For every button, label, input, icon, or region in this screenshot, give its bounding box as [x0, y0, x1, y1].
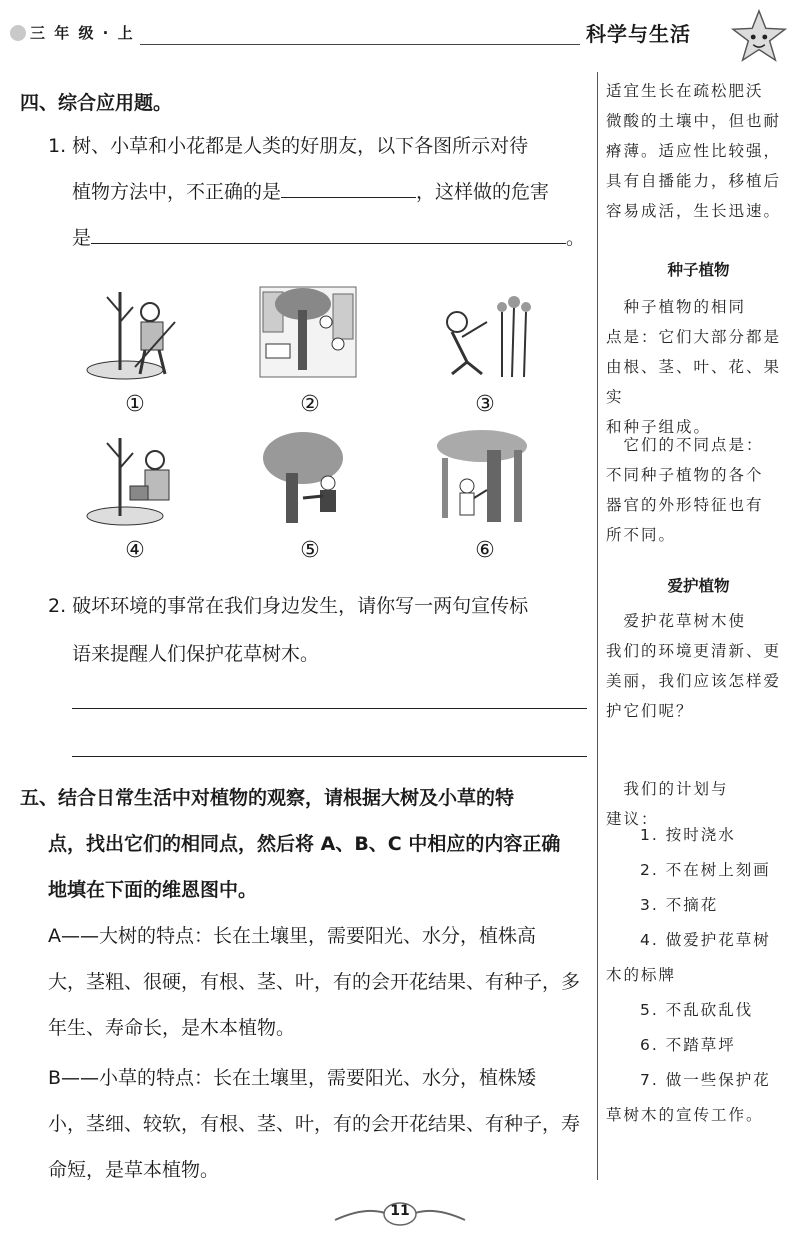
a-line2: 大，茎粗、很硬，有根、茎、叶，有的会开花结果、有种子，多	[48, 971, 581, 993]
illustration-cutting-tree	[258, 428, 358, 528]
illustration-picking-flowers	[432, 282, 532, 382]
book-title: 科学与生活	[586, 22, 691, 46]
page-number: 11	[390, 1203, 410, 1219]
sidebar-line: 所不同。	[606, 526, 677, 544]
sidebar-line: 不同种子植物的各个	[606, 466, 764, 484]
section5-line3: 地填在下面的维恩图中。	[48, 879, 258, 901]
sidebar-intro	[606, 76, 794, 226]
label-3: ③	[475, 392, 495, 417]
b-line2: 小，茎细、较软，有根、茎、叶，有的会开花结果、有种子，寿	[48, 1113, 581, 1135]
sidebar-seed-plants-diff	[606, 430, 794, 550]
plan-list-item: 3. 不摘花	[640, 896, 719, 914]
illustration-watering-tree	[85, 428, 185, 528]
plan-list-item: 7. 做一些保护花	[640, 1071, 771, 1089]
plan-list-item: 2. 不在树上刻画	[640, 861, 771, 879]
sidebar-plan-list	[606, 818, 794, 1133]
q1-line3	[72, 220, 592, 256]
a-line1: A——大树的特点：长在土壤里，需要阳光、水分，植株高	[48, 925, 536, 947]
grade-label	[10, 22, 135, 43]
q1-line2	[72, 174, 592, 210]
plan-list-item: 草树木的宣传工作。	[606, 1106, 764, 1124]
sidebar-line: 建议：	[606, 810, 659, 828]
sidebar-line: 我们的计划与	[606, 780, 729, 798]
sidebar-line: 护它们呢？	[606, 702, 694, 720]
sidebar-line: 我们的环境更清新、更	[606, 642, 782, 660]
sidebar-intro-line: 具有自播能力，移植后	[606, 172, 782, 190]
header-rule	[140, 44, 580, 45]
sidebar-line: 种子植物的相同	[606, 298, 747, 316]
sidebar-line: 器官的外形特征也有	[606, 496, 764, 514]
grade-text: 三 年 级 · 上	[30, 24, 135, 42]
sidebar-line: 它们的不同点是：	[606, 436, 764, 454]
q2-line1: 2. 破坏环境的事常在我们身边发生，请你写一两句宣传标	[48, 595, 529, 617]
section4-title: 四、综合应用题。	[20, 92, 173, 114]
sidebar-line: 点是：它们大部分都是	[606, 328, 782, 346]
q1-text-a: 植物方法中，不正确的是	[72, 181, 282, 203]
plan-list-item: 1. 按时浇水	[640, 826, 736, 844]
plan-list-item: 5. 不乱砍乱伐	[640, 1001, 754, 1019]
q1-answer-blank[interactable]	[281, 175, 416, 198]
q1-line1: 1. 树、小草和小花都是人类的好朋友，以下各图所示对待	[48, 135, 529, 157]
sidebar-heading-protect-plants: 爱护植物	[667, 577, 730, 595]
label-2: ②	[300, 392, 320, 417]
sidebar-seed-plants-same	[606, 292, 794, 442]
star-icon	[10, 25, 26, 41]
sidebar-intro-line: 微酸的土壤中，但也耐	[606, 112, 782, 130]
section5-line2: 点，找出它们的相同点，然后将 A、B、C 中相应的内容正确	[48, 833, 561, 855]
sidebar-protect-intro	[606, 606, 794, 726]
star-mascot-icon	[730, 8, 788, 66]
sidebar-line: 由根、茎、叶、花、果实	[606, 358, 782, 406]
sidebar-line: 美丽，我们应该怎样爱	[606, 672, 782, 690]
sidebar-intro-line: 适宜生长在疏松肥沃	[606, 82, 764, 100]
label-6: ⑥	[475, 538, 495, 563]
label-4: ④	[125, 538, 145, 563]
q1-text-c: 是	[72, 227, 92, 249]
a-line3: 年生、寿命长，是木本植物。	[48, 1017, 296, 1039]
q1-harm-blank[interactable]	[91, 221, 566, 244]
plan-list-item: 4. 做爱护花草树	[640, 931, 771, 949]
q1-text-b: ，这样做的危害	[416, 181, 550, 203]
illustration-tree-sign	[258, 282, 358, 382]
label-1: ①	[125, 392, 145, 417]
plan-list-item: 6. 不踏草坪	[640, 1036, 736, 1054]
illustration-planting-tree	[85, 282, 185, 382]
q2-answer-line-2[interactable]	[72, 756, 587, 757]
q2-answer-line-1[interactable]	[72, 708, 587, 709]
b-line3: 命短，是草本植物。	[48, 1159, 220, 1181]
sidebar-intro-line: 瘠薄。适应性比较强，	[606, 142, 782, 160]
illustration-carving-tree	[432, 428, 532, 528]
q2-line2: 语来提醒人们保护花草树木。	[72, 643, 320, 665]
label-5: ⑤	[300, 538, 320, 563]
sidebar-line: 爱护花草树木使	[606, 612, 747, 630]
column-divider	[597, 72, 598, 1180]
plan-list-item: 木的标牌	[606, 966, 677, 984]
q1-text-d: 。	[566, 227, 586, 249]
sidebar-line: 和种子组成。	[606, 418, 712, 436]
sidebar-intro-line: 容易成活，生长迅速。	[606, 202, 782, 220]
b-line1: B——小草的特点：长在土壤里，需要阳光、水分，植株矮	[48, 1067, 537, 1089]
section5-line1: 五、结合日常生活中对植物的观察，请根据大树及小草的特	[20, 787, 515, 809]
sidebar-heading-seed-plants: 种子植物	[667, 261, 730, 279]
